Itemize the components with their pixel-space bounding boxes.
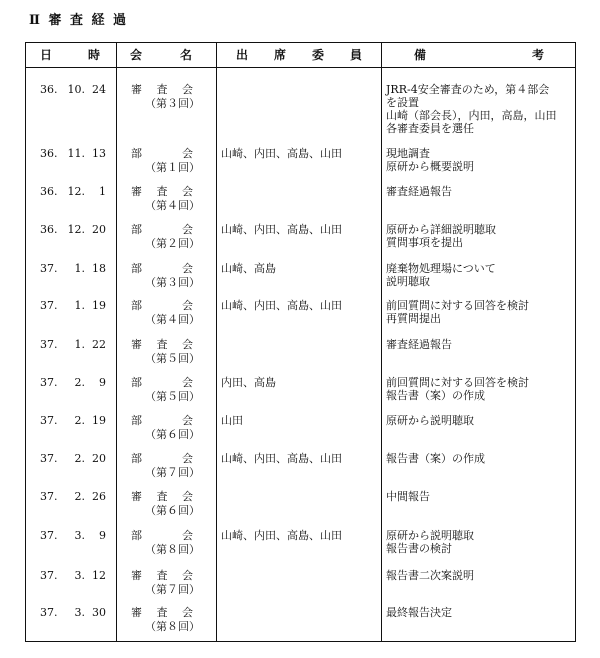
row-members: 山崎、内田、高島、山田 [221,147,342,160]
row-meeting [131,185,216,213]
meeting-number: （第８回） [145,620,200,633]
note-line: 報告書（案）の作成 [386,389,485,402]
row-meeting [131,490,216,518]
date-year: 36. [40,223,58,236]
date-day: 9 [99,376,106,389]
meeting-name-char: 会 [182,490,193,503]
meeting-number: （第５回） [145,390,200,403]
note-line: 報告書二次案説明 [386,569,474,582]
meeting-name [131,262,193,276]
date-year: 37. [40,490,58,503]
date-day: 20 [92,223,106,236]
meeting-name-char: 査 [156,185,168,198]
meeting-name-char: 審 [131,185,142,198]
date-year: 37. [40,338,58,351]
header-members: 出 席 委 員 [236,48,362,62]
row-notes [383,83,573,135]
row-meeting [131,147,216,175]
note-line: 質問事項を提出 [386,236,463,249]
meeting-name-char: 会 [182,262,193,275]
row-members: 山崎、内田、高島、山田 [221,223,342,236]
meeting-name [131,452,193,466]
row-date [26,606,116,620]
meeting-name-char: 部 [131,262,142,275]
row-date [26,414,116,428]
row-date [26,223,116,237]
date-day: 26 [92,490,106,503]
meeting-name-char: 審 [131,83,142,96]
row-notes [383,262,573,288]
note-line: 原研から概要説明 [386,160,474,173]
meeting-name [131,338,193,352]
meeting-number: （第７回） [145,466,200,479]
date-month: 10. [67,83,85,96]
note-line: 中間報告 [386,490,430,503]
meeting-name-char: 部 [131,529,142,542]
date-year: 37. [40,376,58,389]
meeting-name-char: 部 [131,376,142,389]
note-line: JRR-4安全審査のため，第４部会 [386,83,550,96]
row-date [26,529,116,543]
row-notes [383,606,573,619]
meeting-number: （第２回） [145,237,200,250]
row-date [26,185,116,199]
column-divider [216,43,217,641]
date-day: 24 [92,83,106,96]
note-line: 前回質問に対する回答を検討 [386,376,529,389]
meeting-name-char: 査 [156,338,168,351]
meeting-name-char: 審 [131,338,142,351]
meeting-name-char: 会 [182,376,193,389]
meeting-name-char: 審 [131,606,142,619]
date-month: 1. [74,338,85,351]
row-members: 山崎、内田、高島、山田 [221,529,342,542]
row-date [26,569,116,583]
meeting-number: （第７回） [145,583,200,596]
meeting-name-char: 会 [182,414,193,427]
note-line: を設置 [386,96,419,109]
row-notes [383,529,573,555]
meeting-name [131,223,193,237]
meeting-name-char: 会 [182,569,193,582]
date-month: 2. [74,376,85,389]
note-line: 審査経過報告 [386,185,452,198]
note-line: 報告書（案）の作成 [386,452,485,465]
row-notes [383,452,573,465]
meeting-number: （第４回） [145,199,200,212]
row-meeting [131,299,216,327]
meeting-name-char: 査 [156,83,168,96]
date-year: 37. [40,452,58,465]
date-month: 2. [74,452,85,465]
date-day: 9 [99,529,106,542]
date-year: 37. [40,606,58,619]
row-notes [383,147,573,173]
meeting-number: （第３回） [145,276,200,289]
row-date [26,376,116,390]
row-notes [383,376,573,402]
meeting-number: （第１回） [145,161,200,174]
meeting-name [131,147,193,161]
date-month: 3. [74,529,85,542]
date-month: 3. [74,606,85,619]
meeting-name [131,376,193,390]
date-year: 37. [40,569,58,582]
header-notes: 備 考 [414,48,544,62]
meeting-name-char: 審 [131,569,142,582]
section-title: Ⅱ 審 査 経 過 [29,13,129,28]
note-line: 原研から説明聴取 [386,414,474,427]
date-day: 19 [92,299,106,312]
date-year: 36. [40,185,58,198]
row-meeting [131,262,216,290]
meeting-name [131,414,193,428]
note-line: 各審査委員を選任 [386,122,474,135]
meeting-name-char: 部 [131,452,142,465]
row-date [26,490,116,504]
meeting-name-char: 会 [182,185,193,198]
row-notes [383,569,573,582]
header-date: 日 時 [40,48,100,62]
row-meeting [131,376,216,404]
note-line: 審査経過報告 [386,338,452,351]
row-notes [383,223,573,249]
meeting-number: （第４回） [145,313,200,326]
note-line: 前回質問に対する回答を検討 [386,299,529,312]
meeting-name-char: 部 [131,147,142,160]
date-month: 12. [67,185,85,198]
row-notes [383,299,573,325]
date-day: 22 [92,338,106,351]
meeting-name-char: 査 [156,569,168,582]
date-month: 12. [67,223,85,236]
row-notes [383,414,573,427]
row-meeting [131,606,216,634]
row-members: 山田 [221,414,243,427]
date-day: 30 [92,606,106,619]
meeting-name [131,299,193,313]
note-line: 最終報告決定 [386,606,452,619]
date-year: 37. [40,262,58,275]
date-month: 1. [74,262,85,275]
meeting-name [131,83,193,97]
meeting-number: （第６回） [145,428,200,441]
review-history-table [25,42,576,642]
row-meeting [131,83,216,111]
meeting-name-char: 会 [182,452,193,465]
row-meeting [131,414,216,442]
meeting-name-char: 会 [182,606,193,619]
date-day: 12 [92,569,106,582]
row-members: 山崎、高島 [221,262,276,275]
row-date [26,299,116,313]
note-line: 原研から詳細説明聴取 [386,223,496,236]
row-date [26,83,116,97]
date-month: 2. [74,414,85,427]
date-year: 37. [40,414,58,427]
row-meeting [131,529,216,557]
date-day: 18 [92,262,106,275]
row-date [26,338,116,352]
meeting-name-char: 会 [182,223,193,236]
row-members: 内田、高島 [221,376,276,389]
note-line: 再質問提出 [386,312,441,325]
meeting-name-char: 査 [156,490,168,503]
meeting-number: （第３回） [145,97,200,110]
meeting-name [131,185,193,199]
note-line: 説明聴取 [386,275,430,288]
column-divider [381,43,382,641]
row-meeting [131,569,216,597]
note-line: 原研から説明聴取 [386,529,474,542]
meeting-number: （第８回） [145,543,200,556]
meeting-number: （第５回） [145,352,200,365]
meeting-name-char: 部 [131,299,142,312]
note-line: 報告書の検討 [386,542,452,555]
row-meeting [131,452,216,480]
date-month: 11. [67,147,85,160]
meeting-name [131,569,193,583]
row-meeting [131,223,216,251]
column-divider [116,43,117,641]
date-month: 2. [74,490,85,503]
row-meeting [131,338,216,366]
table-header [26,43,575,68]
meeting-name-char: 審 [131,490,142,503]
row-date [26,452,116,466]
date-day: 19 [92,414,106,427]
date-year: 37. [40,529,58,542]
meeting-name [131,490,193,504]
meeting-name-char: 会 [182,529,193,542]
meeting-name-char: 会 [182,338,193,351]
date-year: 36. [40,83,58,96]
meeting-name-char: 部 [131,223,142,236]
row-date [26,147,116,161]
meeting-name-char: 査 [156,606,168,619]
row-notes [383,185,573,198]
meeting-name-char: 会 [182,147,193,160]
date-year: 37. [40,299,58,312]
meeting-number: （第６回） [145,504,200,517]
row-date [26,262,116,276]
row-notes [383,338,573,351]
meeting-name [131,529,193,543]
note-line: 山崎（部会長），内田，高島，山田 [386,109,557,122]
date-year: 36. [40,147,58,160]
meeting-name-char: 部 [131,414,142,427]
date-day: 20 [92,452,106,465]
row-members: 山崎、内田、高島、山田 [221,299,342,312]
row-notes [383,490,573,503]
meeting-name-char: 会 [182,83,193,96]
meeting-name [131,606,193,620]
row-members: 山崎、内田、高島、山田 [221,452,342,465]
note-line: 現地調査 [386,147,430,160]
date-month: 1. [74,299,85,312]
date-day: 13 [92,147,106,160]
date-day: 1 [99,185,106,198]
meeting-name-char: 会 [182,299,193,312]
note-line: 廃棄物処理場について [386,262,496,275]
header-meeting: 会 名 [130,48,192,62]
date-month: 3. [74,569,85,582]
